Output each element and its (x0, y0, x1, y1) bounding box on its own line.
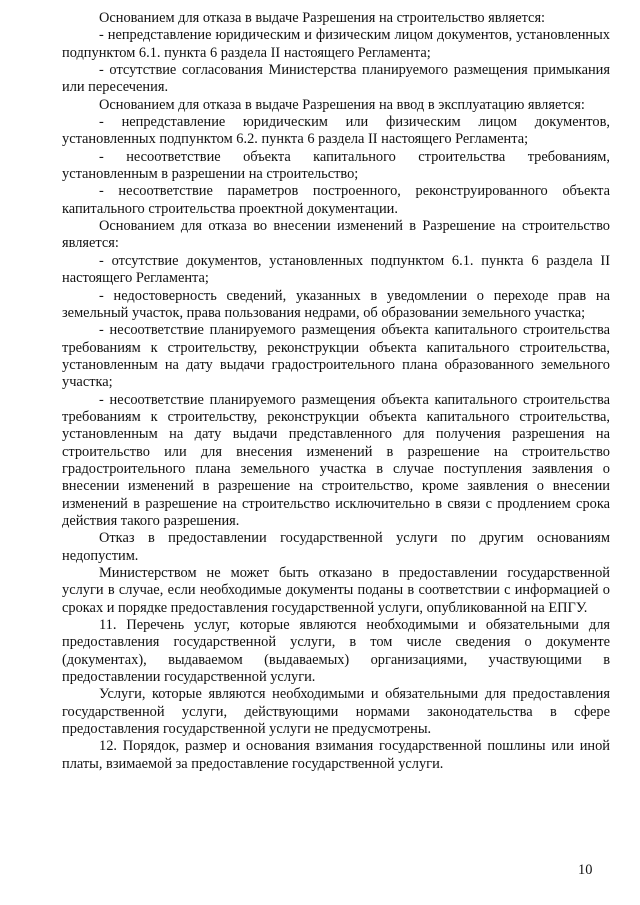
paragraph-section-11-body: Услуги, которые являются необходимыми и обязательными для предоставления государственной услуги, действующими нормами законодательства в сфере предоставления государственной услуги не предусмотрены. (62, 686, 610, 738)
paragraph-refusal-other-grounds: Отказ в предоставлении государственной услуги по другим основаниям недопустим. (62, 530, 610, 564)
paragraph-refusal-permit-item-1: - непредставление юридическим и физическим лицом документов, установленных подпунктом 6.1. пункта 6 раздела II настоящего Регламента; (62, 27, 610, 61)
paragraph-refusal-commissioning-item-3: - несоответствие параметров построенного, реконструированного объекта капитального строительства проектной документации. (62, 183, 610, 217)
paragraph-refusal-amendment-item-1: - отсутствие документов, установленных подпунктом 6.1. пункта 6 раздела II настоящего Регламента; (62, 252, 610, 287)
paragraph-refusal-commissioning-item-2: - несоответствие объекта капитального строительства требованиям, установленным в разрешении на строительство; (62, 148, 610, 183)
paragraph-refusal-amendment-basis: Основанием для отказа во внесении изменений в Разрешение на строительство является: (62, 218, 610, 252)
paragraph-refusal-commissioning-basis: Основанием для отказа в выдаче Разрешения на ввод в эксплуатацию является: (99, 96, 585, 113)
paragraph-refusal-amendment-item-2: - недостоверность сведений, указанных в уведомлении о переходе прав на земельный участок, права пользования недрами, об образовании земельного участка; (62, 287, 610, 321)
document-page (62, 10, 610, 773)
page-number: 10 (578, 862, 593, 878)
paragraph-ministry-cannot-refuse: Министерством не может быть отказано в предоставлении государственной услуги в случае, если необходимые документы поданы в соответствии с информацией о сроках и порядке предоставления государственной услуги, опубликованной на ЕПГУ. (62, 565, 610, 616)
paragraph-refusal-permit-item-2: - отсутствие согласования Министерства планируемого размещения примыкания или пересечения. (62, 62, 610, 96)
paragraph-refusal-amendment-item-3: - несоответствие планируемого размещения объекта капитального строительства требованиям к строительству, реконструкции объекта капитального строительства, установленным на дату выдачи градостроительного плана образованного земельного участка; (62, 322, 610, 391)
paragraph-section-12-heading: 12. Порядок, размер и основания взимания государственной пошлины или иной платы, взимаемой за предоставление государственной услуги. (62, 738, 610, 772)
paragraph-section-11-heading: 11. Перечень услуг, которые являются необходимыми и обязательными для предоставления государственной услуги, в том числе сведения о документе (документах), выдаваемом (выдаваемых) организациями, участвующими в предоставлении государственной услуги. (62, 617, 610, 686)
paragraph-refusal-amendment-item-4: - несоответствие планируемого размещения объекта капитального строительства требованиям к строительству, реконструкции объекта капитального строительства, установленным на дату выдачи представленного для получения разрешения на строительство или для внесения изменений в разрешение на строительство градостроительного плана земельного участка в случае поступления заявления о внесении изменений в разрешение на строительство, кроме заявления о внесении изменений в разрешение на строительство исключительно в связи с продлением срока действия такого разрешения. (62, 391, 610, 529)
paragraph-refusal-permit-basis: Основанием для отказа в выдаче Разрешения на строительство является: (99, 10, 546, 26)
paragraph-refusal-commissioning-item-1: - непредставление юридическим или физическим лицом документов, установленных подпунктом 6.2. пункта 6 раздела II настоящего Регламента; (62, 114, 610, 148)
